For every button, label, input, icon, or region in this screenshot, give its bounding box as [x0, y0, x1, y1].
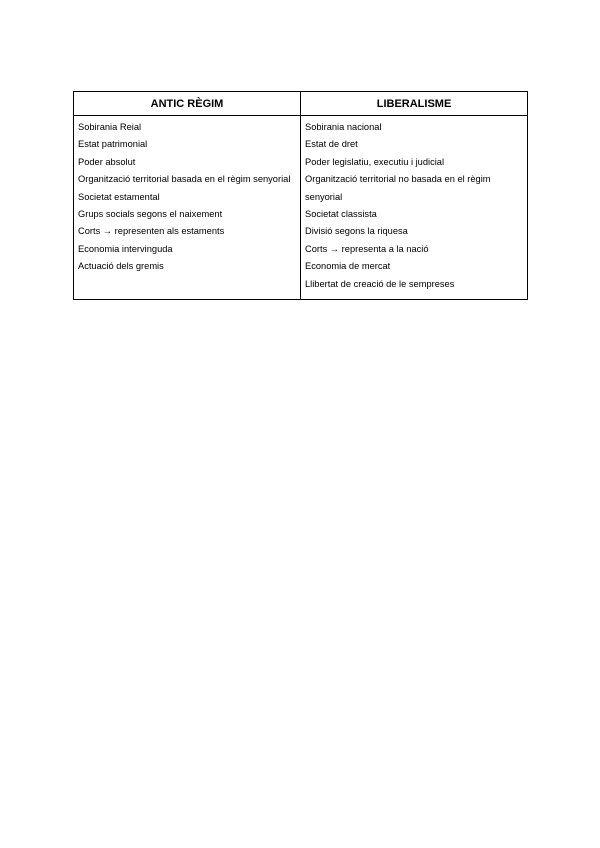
list-item: Corts → representen als estaments: [78, 226, 225, 237]
list-item: Organització territorial basada en el règim senyorial: [78, 174, 291, 185]
list-item: Societat estamental: [78, 191, 160, 202]
liberalisme-column: [301, 116, 528, 300]
list-item: Sobirania Reial: [78, 122, 142, 132]
list-item: Societat classista: [305, 209, 377, 220]
list-item: Llibertat de creació de le sempreses: [305, 278, 455, 289]
list-item: Economia de mercat: [305, 261, 391, 272]
list-item: Corts → representa a la nació: [305, 243, 429, 254]
comparison-table: [73, 91, 528, 300]
list-item: Poder absolut: [78, 156, 136, 167]
antic-regim-column: [74, 116, 301, 300]
list-item: Grups socials segons el naixement: [78, 209, 223, 220]
table-header-row: [74, 92, 528, 116]
header-antic-regim: ANTIC RÈGIM: [74, 92, 301, 116]
list-item: Poder legislatiu, executiu i judicial: [305, 156, 445, 167]
list-item: Estat patrimonial: [78, 139, 148, 150]
list-item: Actuació dels gremis: [78, 261, 164, 272]
header-liberalisme: LIBERALISME: [301, 92, 528, 116]
list-item: Estat de dret: [305, 139, 358, 150]
list-item: Divisió segons la riquesa: [305, 226, 408, 237]
list-item: Organització territorial no basada en el règim senyorial: [305, 174, 491, 202]
table-body-row: [74, 116, 528, 300]
list-item: Economia intervinguda: [78, 243, 173, 254]
list-item: Sobirania nacional: [305, 122, 382, 132]
